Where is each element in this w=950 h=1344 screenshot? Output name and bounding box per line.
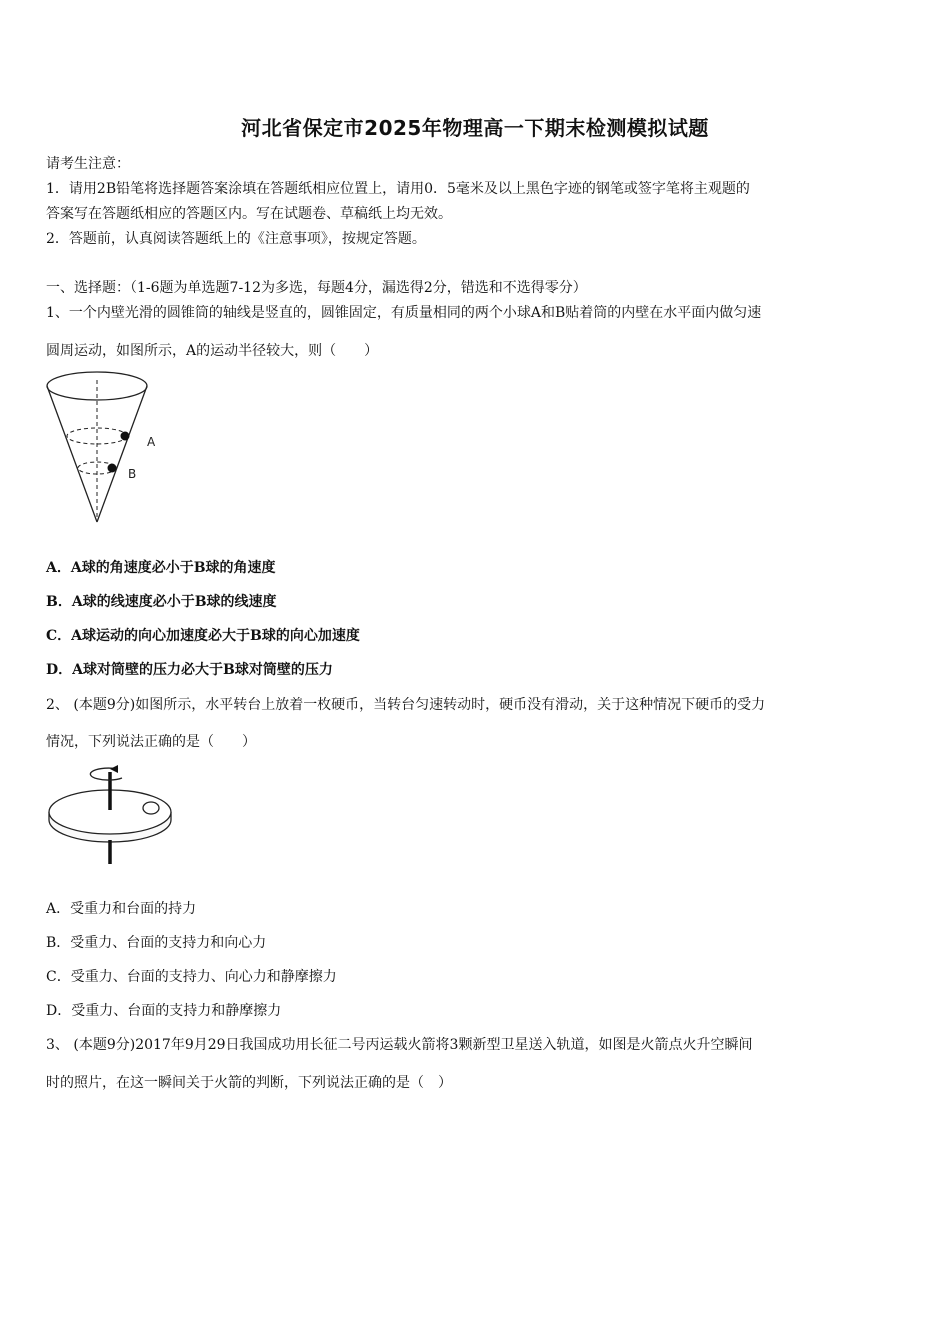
q2-option-a[interactable]: A．受重力和台面的持力	[46, 901, 197, 917]
ball-a	[121, 432, 130, 441]
q3-stem-line-2: 时的照片，在这一瞬间关于火箭的判断，下列说法正确的是（ ）	[46, 1075, 452, 1091]
q1-option-d[interactable]: D．A球对筒壁的压力必大于B球对筒壁的压力	[46, 662, 333, 678]
ball-b	[108, 464, 117, 473]
q2-option-b[interactable]: B．受重力、台面的支持力和向心力	[46, 935, 267, 951]
turntable-figure	[44, 760, 180, 868]
notice-item-2: 2．答题前，认真阅读答题纸上的《注意事项》，按规定答题。	[46, 231, 426, 247]
cone-figure	[40, 366, 180, 528]
page-title: 河北省保定市2025年物理高一下期末检测模拟试题	[241, 116, 709, 140]
notice-heading: 请考生注意：	[46, 156, 130, 172]
label-a: A	[147, 435, 156, 449]
notice-item-1-line-1: 1．请用2B铅笔将选择题答案涂填在答题纸相应位置上，请用0．5毫米及以上黑色字迹的钢笔或签字笔将主观题的	[46, 181, 750, 197]
section-heading: 一、选择题：（1-6题为单选题7-12为多选，每题4分，漏选得2分，错选和不选得零分）	[46, 280, 587, 296]
q1-option-a[interactable]: A．A球的角速度必小于B球的角速度	[46, 560, 276, 576]
cone-right-side	[97, 386, 147, 522]
q1-stem-line-2: 圆周运动，如图所示，A的运动半径较大，则（ ）	[46, 343, 379, 359]
rotation-arrowhead	[110, 765, 118, 773]
label-b: B	[128, 467, 137, 481]
q1-option-c[interactable]: C．A球运动的向心加速度必大于B球的向心加速度	[46, 628, 360, 644]
q2-stem-line-1: 2、 (本题9分)如图所示，水平转台上放着一枚硬币，当转台匀速转动时，硬币没有滑动，关于这种情况下硬币的受力	[46, 697, 766, 713]
cone-left-side	[47, 386, 97, 522]
q1-stem-line-1: 1、一个内壁光滑的圆锥筒的轴线是竖直的，圆锥固定，有质量相同的两个小球A和B贴着筒的内壁在水平面内做匀速	[46, 305, 762, 321]
q2-option-c[interactable]: C．受重力、台面的支持力、向心力和静摩擦力	[46, 969, 337, 985]
notice-item-1-line-2: 答案写在答题纸相应的答题区内。写在试题卷、草稿纸上均无效。	[46, 206, 452, 222]
q3-stem-line-1: 3、 (本题9分)2017年9月29日我国成功用长征二号丙运载火箭将3颗新型卫星送入轨道，如图是火箭点火升空瞬间	[46, 1037, 753, 1053]
q2-stem-line-2: 情况，下列说法正确的是（ ）	[46, 734, 256, 750]
q1-option-b[interactable]: B．A球的线速度必小于B球的线速度	[46, 594, 277, 610]
q2-option-d[interactable]: D．受重力、台面的支持力和静摩擦力	[46, 1003, 282, 1019]
